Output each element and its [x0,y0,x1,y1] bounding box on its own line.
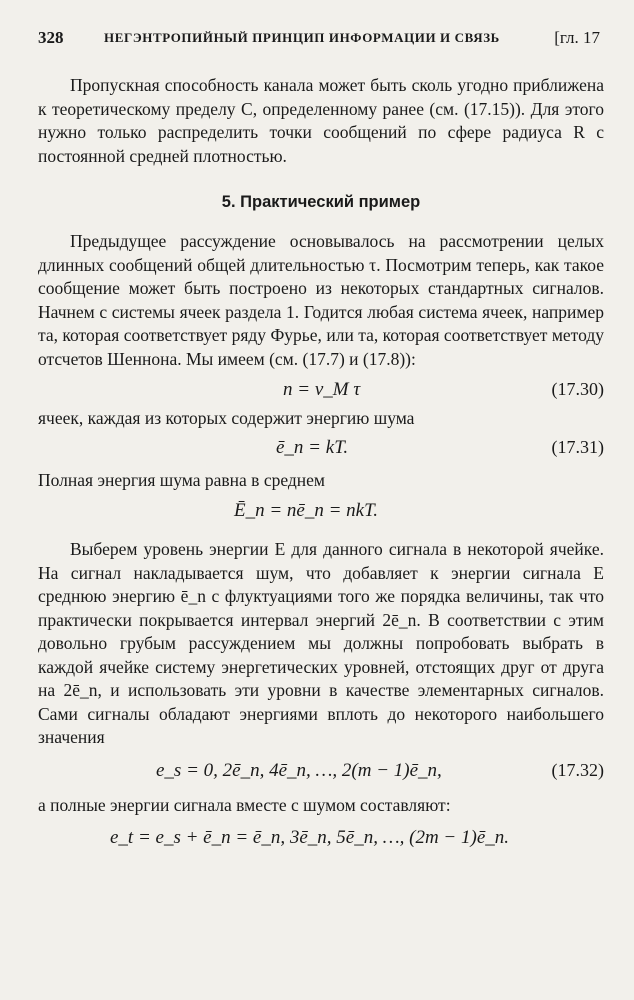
equation-final [38,825,604,855]
paragraph-5: Выберем уровень энергии E для данного сигнала в некоторой ячейке. На сигнал накладывается шум, что добавляет к энергии сигнала E среднюю энергию ē_n с флуктуациями того же порядка величины, так что практически покрывается интервал энергий 2ē_n. В соответствии с этим довольно грубым рассуждением мы должны попробовать выбрать в каждой ячейке систему энергетических уровней, отстоящих друг от друга на 2ē_n, и использовать эти уровни в качестве элементарных сигналов. Сами сигналы обладают энергиями вплоть до некоторого наибольшего значения [38,539,604,747]
equation-17-32 [38,758,604,788]
equation-number: (17.32) [551,759,604,780]
paragraph-2: Предыдущее рассуждение основывалось на рассмотрении целых длинных сообщений общей длительностью τ. Посмотрим теперь, как такое сообщение может быть построено из некоторых стандартных сигналов. Начнем с системы ячеек раздела 1. Годится любая система ячеек, например та, которая соответствует ряду Фурье, или та, которая соответствует методу отсчетов Шеннона. Мы имеем (см. (17.7) и (17.8)): [38,231,604,369]
text-6: а полные энергии сигнала вместе с шумом составляют: [38,794,451,815]
equation-formula: n = ν_M τ [283,379,361,400]
equation-formula: ē_n = kT. [276,436,349,458]
page-number: 328 [38,28,64,47]
equation-17-30 [38,377,604,407]
text-4: Полная энергия шума равна в среднем [38,469,325,490]
chapter-label: [гл. 17 [554,28,600,47]
page [38,28,604,855]
section-title: 5. Практический пример [221,193,421,211]
equation-17-31 [38,435,604,465]
equation-number: (17.30) [551,379,604,399]
equation-number: (17.31) [551,436,604,457]
equation-formula: e_t = e_s + ē_n = ē_n, 3ē_n, 5ē_n, …, (2m − 1)ē_n. [110,827,510,848]
page-header [38,28,604,54]
paragraph-1: Пропускная способность канала может быть сколь угодно приближена к теоретическому пределу C, определенному ранее (см. (17.15)). Для этого нужно только распределить точки сообщений по сфере радиуса R с постоянной средней плотностью. [38,75,604,166]
running-title: НЕГЭНТРОПИЙНЫЙ ПРИНЦИП ИНФОРМАЦИИ И СВЯЗЬ [104,30,500,45]
equation-unnumbered [38,498,604,528]
text-3: ячеек, каждая из которых содержит энергию шума [38,408,415,428]
equation-formula: Ē_n = nē_n = nkT. [234,500,379,521]
equation-formula: e_s = 0, 2ē_n, 4ē_n, …, 2(m − 1)ē_n, [156,759,442,781]
